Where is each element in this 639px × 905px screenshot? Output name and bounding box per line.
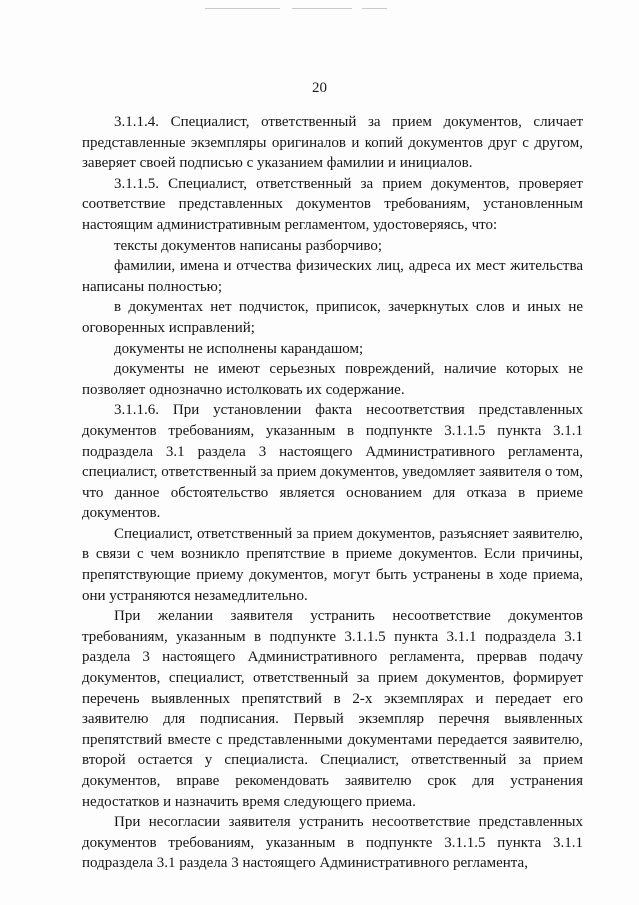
- paragraph-applicant-disagrees: При несогласии заявителя устранить несоответствие представленных документов требованиям, указанным в подпункте 3.1.1.5 пункта 3.1.1 подраздела 3.1 раздела 3 настоящего Административного регламента,: [82, 814, 583, 872]
- document-body: [82, 112, 583, 874]
- paragraph-3-1-1-6: 3.1.1.6. При установлении факта несоответствия представленных документов требованиям, указанным в подпункте 3.1.1.5 пункта 3.1.1 подраздела 3.1 раздела 3 настоящего Административного регламента, специалист, ответственный за прием документов, уведомляет заявителя о том, что данное обстоятельство является основанием для отказа в приеме документов.: [82, 402, 583, 522]
- page-number: 20: [312, 80, 327, 96]
- check-item-no-pencil: документы не исполнены карандашом;: [114, 340, 364, 357]
- scan-artifact-line: [362, 8, 387, 9]
- check-item-full-names: фамилии, имена и отчества физических лиц, адреса их мест жительства написаны полностью;: [82, 258, 583, 295]
- paragraph-applicant-wishes: При желании заявителя устранить несоответствие документов требованиям, указанным в подпункте 3.1.1.5 пункта 3.1.1 подраздела 3.1 раздела 3 настоящего Административного регламента, прервав подачу документов, специалист, ответственный за прием документов, формирует перечень выявленных препятствий в 2-х экземплярах и передает его заявителю для подписания. Первый экземпляр перечня выявленных препятствий вместе с представленными документами передается заявителю, второй остается у специалиста. Специалист, ответственный за прием документов, вправе рекомендовать заявителю срок для устранения недостатков и назначить время следующего приема.: [82, 608, 583, 810]
- paragraph-3-1-1-5: 3.1.1.5. Специалист, ответственный за прием документов, проверяет соответствие представленных документов требованиям, установленным настоящим административным регламентом, удостоверяясь, что:: [82, 175, 583, 233]
- check-item-no-damage: документы не имеют серьезных повреждений, наличие которых не позволяет однозначно истолковать их содержание.: [82, 361, 583, 398]
- scan-artifact-line: [205, 8, 280, 9]
- scan-artifact-line: [292, 8, 352, 9]
- check-item-no-corrections: в документах нет подчисток, приписок, зачеркнутых слов и иных не оговоренных исправлений;: [82, 299, 583, 336]
- paragraph-3-1-1-4: 3.1.1.4. Специалист, ответственный за прием документов, сличает представленные экземпляры оригиналов и копий документов друг с другом, заверяет своей подписью с указанием фамилии и инициалов.: [82, 114, 583, 172]
- check-item-legible: тексты документов написаны разборчиво;: [114, 237, 383, 254]
- paragraph-specialist-explains: Специалист, ответственный за прием документов, разъясняет заявителю, в связи с чем возникло препятствие в приеме документов. Если причины, препятствующие приему документов, могут быть устранены в ходе приема, они устраняются незамедлительно.: [82, 525, 583, 604]
